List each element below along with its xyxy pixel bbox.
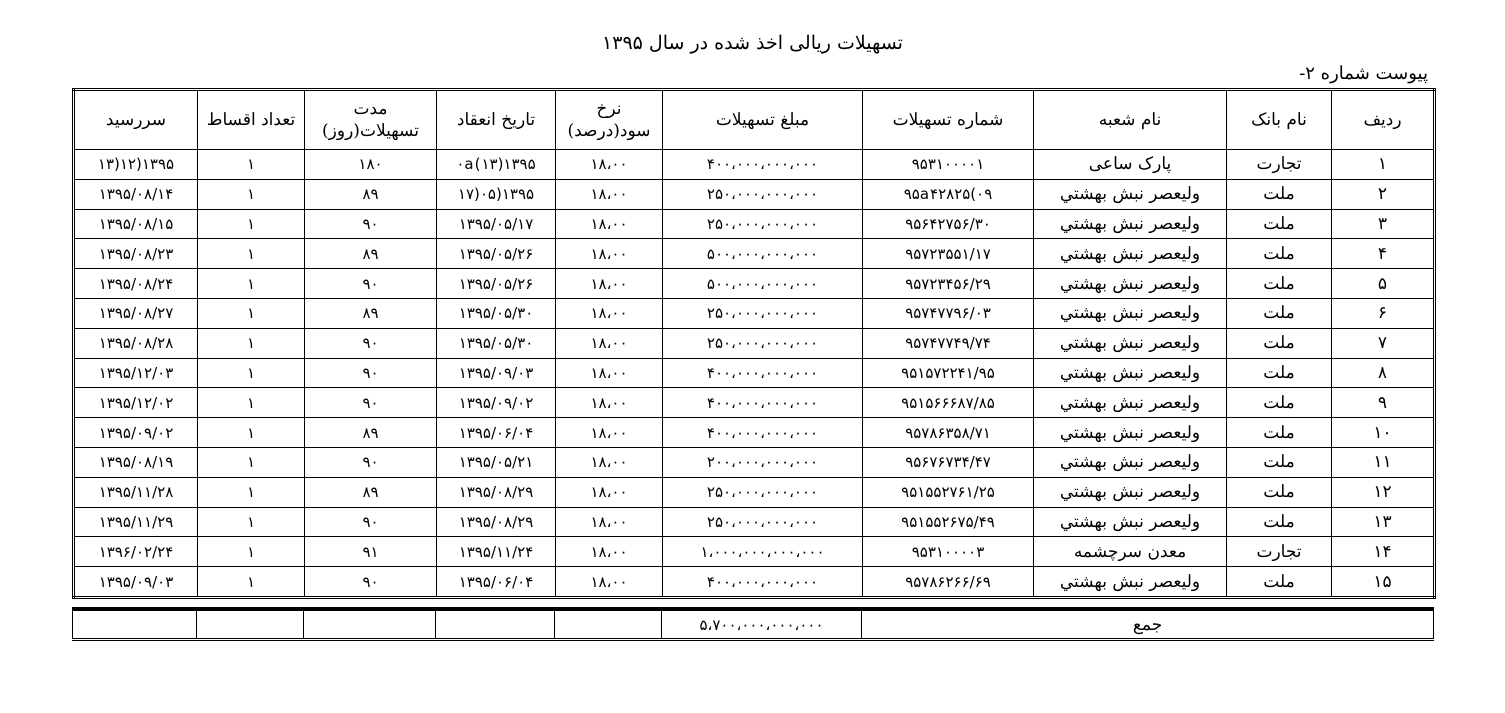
- date-cell: ۱۳۹۵(۰۵(۱۷: [437, 179, 556, 209]
- date-cell: ۱۳۹۵/۰۵/۳۰: [437, 328, 556, 358]
- bank-cell: ملت: [1227, 507, 1332, 537]
- rate-cell: ۱۸،۰۰: [556, 388, 663, 418]
- row-number-cell: ۵: [1332, 269, 1435, 299]
- rate-cell: ۱۸،۰۰: [556, 209, 663, 239]
- due-cell: ۱۳۹۵(۱۲(۱۳: [74, 150, 198, 180]
- bank-cell: ملت: [1227, 209, 1332, 239]
- rate-cell: ۱۸،۰۰: [556, 150, 663, 180]
- row-number-cell: ۱۲: [1332, 477, 1435, 507]
- rate-cell: ۱۸،۰۰: [556, 328, 663, 358]
- branch-cell: ولیعصر نبش بهشتي: [1034, 507, 1227, 537]
- table-row: [74, 298, 1435, 328]
- installments-cell: ۱: [198, 209, 305, 239]
- date-cell: ۱۳۹۵/۰۵/۲۶: [437, 269, 556, 299]
- table-body: [74, 150, 1435, 598]
- date-cell: ۱۳۹۵/۰۶/۰۴: [437, 567, 556, 598]
- bank-cell: ملت: [1227, 567, 1332, 598]
- amount-cell: ۴۰۰،۰۰۰،۰۰۰،۰۰۰: [663, 150, 863, 180]
- installments-cell: ۱: [198, 388, 305, 418]
- due-cell: ۱۳۹۵/۰۸/۲۴: [74, 269, 198, 299]
- branch-cell: ولیعصر نبش بهشتي: [1034, 388, 1227, 418]
- bank-cell: ملت: [1227, 269, 1332, 299]
- rate-cell: ۱۸،۰۰: [556, 269, 663, 299]
- bank-cell: ملت: [1227, 388, 1332, 418]
- facility-number-cell: ۹۵۷۲۳۵۵۱/۱۷: [863, 239, 1034, 269]
- amount-cell: ۲۰۰،۰۰۰،۰۰۰،۰۰۰: [663, 447, 863, 477]
- branch-cell: ولیعصر نبش بهشتي: [1034, 328, 1227, 358]
- due-cell: ۱۳۹۵/۰۸/۱۴: [74, 179, 198, 209]
- duration-cell: ۸۹: [305, 418, 437, 448]
- amount-cell: ۴۰۰،۰۰۰،۰۰۰،۰۰۰: [663, 418, 863, 448]
- date-cell: ۱۳۹۵/۰۹/۰۳: [437, 358, 556, 388]
- bank-cell: ملت: [1227, 447, 1332, 477]
- duration-cell: ۹۰: [305, 328, 437, 358]
- date-cell: ۱۳۹۵/۰۹/۰۲: [437, 388, 556, 418]
- due-cell: ۱۳۹۵/۰۸/۲۸: [74, 328, 198, 358]
- date-cell: ۱۳۹۵/۰۵/۲۱: [437, 447, 556, 477]
- duration-cell: ۱۸۰: [305, 150, 437, 180]
- table-row: [74, 209, 1435, 239]
- total-table-wrap: [72, 607, 1433, 641]
- facility-number-cell: ۹۵۶۷۶۷۳۴/۴۷: [863, 447, 1034, 477]
- duration-cell: ۹۰: [305, 507, 437, 537]
- branch-cell: ولیعصر نبش بهشتي: [1034, 269, 1227, 299]
- bank-cell: تجارت: [1227, 150, 1332, 180]
- table-row: [74, 567, 1435, 598]
- due-cell: ۱۳۹۵/۰۸/۲۷: [74, 298, 198, 328]
- row-number-cell: ۲: [1332, 179, 1435, 209]
- due-cell: ۱۳۹۵/۰۹/۰۳: [74, 567, 198, 598]
- row-number-cell: ۸: [1332, 358, 1435, 388]
- installments-cell: ۱: [198, 179, 305, 209]
- total-empty-cell: [73, 609, 197, 640]
- facility-number-cell: ۹۵۶۴۲۷۵۶/۳۰: [863, 209, 1034, 239]
- duration-cell: ۹۱: [305, 537, 437, 567]
- installments-cell: ۱: [198, 239, 305, 269]
- facility-number-cell: ۹۵۳۱۰۰۰۰۳: [863, 537, 1034, 567]
- due-cell: ۱۳۹۶/۰۲/۲۴: [74, 537, 198, 567]
- facility-number-cell: ۹۵۷۸۶۳۵۸/۷۱: [863, 418, 1034, 448]
- installments-cell: ۱: [198, 447, 305, 477]
- bank-cell: ملت: [1227, 298, 1332, 328]
- bank-cell: ملت: [1227, 239, 1332, 269]
- header-row-number: ردیف: [1332, 90, 1435, 150]
- date-cell: ۱۳۹۵/۰۵/۱۷: [437, 209, 556, 239]
- row-number-cell: ۷: [1332, 328, 1435, 358]
- row-number-cell: ۱۱: [1332, 447, 1435, 477]
- date-cell: ۱۳۹۵/۰۶/۰۴: [437, 418, 556, 448]
- duration-cell: ۸۹: [305, 239, 437, 269]
- facilities-table: [72, 88, 1436, 599]
- rate-cell: ۱۸،۰۰: [556, 567, 663, 598]
- total-amount: ۵،۷۰۰،۰۰۰،۰۰۰،۰۰۰: [662, 609, 862, 640]
- installments-cell: ۱: [198, 298, 305, 328]
- duration-cell: ۹۰: [305, 269, 437, 299]
- row-number-cell: ۱: [1332, 150, 1435, 180]
- header-bank: نام بانک: [1227, 90, 1332, 150]
- facility-number-cell: ۹۵۱۵۵۲۶۷۵/۴۹: [863, 507, 1034, 537]
- amount-cell: ۴۰۰،۰۰۰،۰۰۰،۰۰۰: [663, 358, 863, 388]
- header-facility-number: شماره تسهیلات: [863, 90, 1034, 150]
- branch-cell: ولیعصر نبش بهشتي: [1034, 209, 1227, 239]
- table-row: [74, 507, 1435, 537]
- row-number-cell: ۴: [1332, 239, 1435, 269]
- annex-label: پیوست شماره ۲-: [1299, 63, 1428, 84]
- header-branch: نام شعبه: [1034, 90, 1227, 150]
- facility-number-cell: ۹۵a۴۲۸۲۵(۰۹: [863, 179, 1034, 209]
- table-row: [74, 477, 1435, 507]
- row-number-cell: ۱۵: [1332, 567, 1435, 598]
- due-cell: ۱۳۹۵/۱۱/۲۹: [74, 507, 198, 537]
- table-row: [74, 239, 1435, 269]
- table-row: [74, 447, 1435, 477]
- table-row: [74, 269, 1435, 299]
- facility-number-cell: ۹۵۷۴۷۷۴۹/۷۴: [863, 328, 1034, 358]
- document-title: تسهیلات ریالی اخذ شده در سال ۱۳۹۵: [602, 32, 903, 54]
- duration-cell: ۸۹: [305, 179, 437, 209]
- amount-cell: ۲۵۰،۰۰۰،۰۰۰،۰۰۰: [663, 209, 863, 239]
- facility-number-cell: ۹۵۱۵۵۲۷۶۱/۲۵: [863, 477, 1034, 507]
- facility-number-cell: ۹۵۱۵۶۶۶۸۷/۸۵: [863, 388, 1034, 418]
- facility-number-cell: ۹۵۷۴۷۷۹۶/۰۳: [863, 298, 1034, 328]
- branch-cell: ولیعصر نبش بهشتي: [1034, 298, 1227, 328]
- branch-cell: ولیعصر نبش بهشتي: [1034, 477, 1227, 507]
- due-cell: ۱۳۹۵/۱۲/۰۳: [74, 358, 198, 388]
- facility-number-cell: ۹۵۷۸۶۲۶۶/۶۹: [863, 567, 1034, 598]
- rate-cell: ۱۸،۰۰: [556, 507, 663, 537]
- table-row: [74, 150, 1435, 180]
- due-cell: ۱۳۹۵/۰۸/۲۳: [74, 239, 198, 269]
- row-number-cell: ۹: [1332, 388, 1435, 418]
- header-due: سررسید: [74, 90, 198, 150]
- facility-number-cell: ۹۵۳۱۰۰۰۰۱: [863, 150, 1034, 180]
- due-cell: ۱۳۹۵/۰۸/۱۹: [74, 447, 198, 477]
- total-label: جمع: [862, 609, 1434, 640]
- header-duration: مدت تسهیلات(روز): [305, 90, 437, 150]
- amount-cell: ۴۰۰،۰۰۰،۰۰۰،۰۰۰: [663, 567, 863, 598]
- table-row: [74, 537, 1435, 567]
- branch-cell: ولیعصر نبش بهشتي: [1034, 418, 1227, 448]
- facilities-table-wrap: [72, 88, 1433, 599]
- installments-cell: ۱: [198, 358, 305, 388]
- branch-cell: ولیعصر نبش بهشتي: [1034, 447, 1227, 477]
- row-number-cell: ۶: [1332, 298, 1435, 328]
- due-cell: ۱۳۹۵/۰۸/۱۵: [74, 209, 198, 239]
- total-empty-cell: [436, 609, 555, 640]
- branch-cell: ولیعصر نبش بهشتي: [1034, 179, 1227, 209]
- table-row: [74, 388, 1435, 418]
- installments-cell: ۱: [198, 150, 305, 180]
- duration-cell: ۸۹: [305, 477, 437, 507]
- installments-cell: ۱: [198, 537, 305, 567]
- installments-cell: ۱: [198, 418, 305, 448]
- total-table: [72, 607, 1434, 641]
- rate-cell: ۱۸،۰۰: [556, 537, 663, 567]
- amount-cell: ۲۵۰،۰۰۰،۰۰۰،۰۰۰: [663, 298, 863, 328]
- total-empty-cell: [304, 609, 436, 640]
- duration-cell: ۹۰: [305, 447, 437, 477]
- facility-number-cell: ۹۵۱۵۷۲۲۴۱/۹۵: [863, 358, 1034, 388]
- row-number-cell: ۳: [1332, 209, 1435, 239]
- header-row: [74, 90, 1435, 150]
- amount-cell: ۵۰۰،۰۰۰،۰۰۰،۰۰۰: [663, 269, 863, 299]
- branch-cell: پارک ساعی: [1034, 150, 1227, 180]
- duration-cell: ۹۰: [305, 209, 437, 239]
- bank-cell: تجارت: [1227, 537, 1332, 567]
- amount-cell: ۵۰۰،۰۰۰،۰۰۰،۰۰۰: [663, 239, 863, 269]
- rate-cell: ۱۸،۰۰: [556, 477, 663, 507]
- due-cell: ۱۳۹۵/۰۹/۰۲: [74, 418, 198, 448]
- rate-cell: ۱۸،۰۰: [556, 179, 663, 209]
- duration-cell: ۹۰: [305, 567, 437, 598]
- rate-cell: ۱۸،۰۰: [556, 239, 663, 269]
- amount-cell: ۲۵۰،۰۰۰،۰۰۰،۰۰۰: [663, 328, 863, 358]
- date-cell: ۱۳۹۵/۰۸/۲۹: [437, 477, 556, 507]
- header-amount: مبلغ تسهیلات: [663, 90, 863, 150]
- bank-cell: ملت: [1227, 477, 1332, 507]
- date-cell: ۱۳۹۵(۰a(۱۳: [437, 150, 556, 180]
- total-row: [73, 609, 1434, 640]
- amount-cell: ۴۰۰،۰۰۰،۰۰۰،۰۰۰: [663, 388, 863, 418]
- rate-cell: ۱۸،۰۰: [556, 358, 663, 388]
- installments-cell: ۱: [198, 507, 305, 537]
- table-row: [74, 179, 1435, 209]
- duration-cell: ۹۰: [305, 358, 437, 388]
- bank-cell: ملت: [1227, 328, 1332, 358]
- header-installments: تعداد اقساط: [198, 90, 305, 150]
- branch-cell: ولیعصر نبش بهشتي: [1034, 567, 1227, 598]
- duration-cell: ۹۰: [305, 388, 437, 418]
- rate-cell: ۱۸،۰۰: [556, 418, 663, 448]
- header-date: تاریخ انعقاد: [437, 90, 556, 150]
- amount-cell: ۲۵۰،۰۰۰،۰۰۰،۰۰۰: [663, 507, 863, 537]
- branch-cell: معدن سرچشمه: [1034, 537, 1227, 567]
- installments-cell: ۱: [198, 477, 305, 507]
- rate-cell: ۱۸،۰۰: [556, 298, 663, 328]
- total-empty-cell: [197, 609, 304, 640]
- date-cell: ۱۳۹۵/۱۱/۲۴: [437, 537, 556, 567]
- table-row: [74, 418, 1435, 448]
- bank-cell: ملت: [1227, 179, 1332, 209]
- row-number-cell: ۱۳: [1332, 507, 1435, 537]
- total-empty-cell: [555, 609, 662, 640]
- branch-cell: ولیعصر نبش بهشتي: [1034, 358, 1227, 388]
- date-cell: ۱۳۹۵/۰۵/۲۶: [437, 239, 556, 269]
- date-cell: ۱۳۹۵/۰۸/۲۹: [437, 507, 556, 537]
- facility-number-cell: ۹۵۷۲۳۴۵۶/۲۹: [863, 269, 1034, 299]
- bank-cell: ملت: [1227, 358, 1332, 388]
- row-number-cell: ۱۴: [1332, 537, 1435, 567]
- table-row: [74, 358, 1435, 388]
- row-number-cell: ۱۰: [1332, 418, 1435, 448]
- table-row: [74, 328, 1435, 358]
- rate-cell: ۱۸،۰۰: [556, 447, 663, 477]
- bank-cell: ملت: [1227, 418, 1332, 448]
- installments-cell: ۱: [198, 567, 305, 598]
- date-cell: ۱۳۹۵/۰۵/۳۰: [437, 298, 556, 328]
- due-cell: ۱۳۹۵/۱۱/۲۸: [74, 477, 198, 507]
- installments-cell: ۱: [198, 328, 305, 358]
- due-cell: ۱۳۹۵/۱۲/۰۲: [74, 388, 198, 418]
- branch-cell: ولیعصر نبش بهشتي: [1034, 239, 1227, 269]
- amount-cell: ۲۵۰،۰۰۰،۰۰۰،۰۰۰: [663, 179, 863, 209]
- amount-cell: ۱،۰۰۰،۰۰۰،۰۰۰،۰۰۰: [663, 537, 863, 567]
- header-rate: نرخ سود(درصد): [556, 90, 663, 150]
- installments-cell: ۱: [198, 269, 305, 299]
- duration-cell: ۸۹: [305, 298, 437, 328]
- amount-cell: ۲۵۰،۰۰۰،۰۰۰،۰۰۰: [663, 477, 863, 507]
